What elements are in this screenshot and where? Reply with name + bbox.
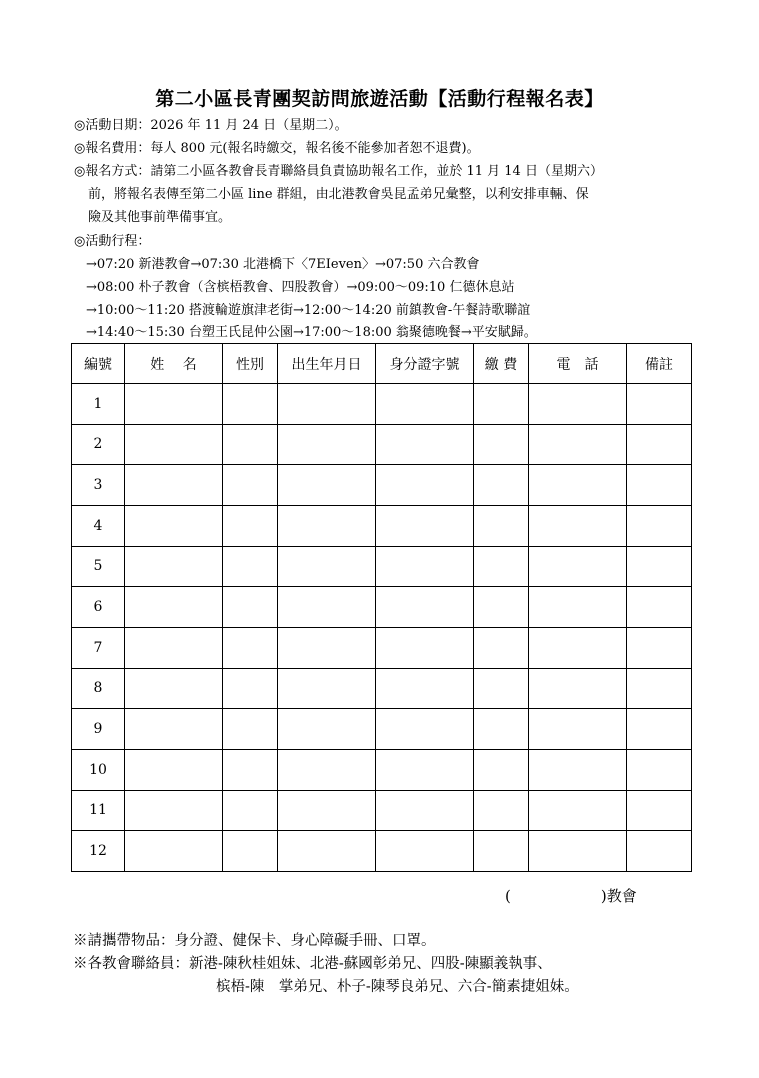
row-number: 5 [72,546,125,587]
payment-cell[interactable] [474,424,529,465]
gender-cell[interactable] [223,668,278,709]
birthdate-cell[interactable] [278,384,376,425]
id-number-cell[interactable] [376,831,474,872]
activity-date: ◎活動日期：2026 年 11 月 24 日（星期二）。 [74,118,348,133]
payment-cell[interactable] [474,546,529,587]
gender-cell[interactable] [223,709,278,750]
schedule-line: →08:00 朴子教會（含槟梧教會、四股教會）→09:00～09:10 仁德休息站 [86,280,515,295]
birthdate-cell[interactable] [278,587,376,628]
name-cell[interactable] [125,384,223,425]
row-number: 7 [72,627,125,668]
name-cell[interactable] [125,546,223,587]
row-number: 9 [72,709,125,750]
birthdate-cell[interactable] [278,749,376,790]
row-number: 6 [72,587,125,628]
id-number-cell[interactable] [376,424,474,465]
name-cell[interactable] [125,465,223,506]
payment-cell[interactable] [474,749,529,790]
table-row [72,465,692,506]
table-row [72,587,692,628]
remarks-cell[interactable] [627,668,692,709]
birthdate-cell[interactable] [278,424,376,465]
remarks-cell[interactable] [627,831,692,872]
registration-method-cont: 險及其他事前準備事宜。 [88,210,232,225]
birthdate-cell[interactable] [278,546,376,587]
table-row [72,749,692,790]
page-title: 第二小區長青團契訪問旅遊活動【活動行程報名表】 [155,88,604,110]
id-number-cell[interactable] [376,749,474,790]
phone-cell[interactable] [529,831,627,872]
row-number: 3 [72,465,125,506]
phone-cell[interactable] [529,546,627,587]
table-row [72,424,692,465]
name-cell[interactable] [125,749,223,790]
id-number-cell[interactable] [376,627,474,668]
table-header-row [72,344,692,384]
gender-cell[interactable] [223,790,278,831]
birthdate-cell[interactable] [278,831,376,872]
table-row [72,505,692,546]
name-cell[interactable] [125,790,223,831]
name-cell[interactable] [125,668,223,709]
phone-cell[interactable] [529,587,627,628]
remarks-cell[interactable] [627,749,692,790]
header-payment: 繳 費 [474,344,529,384]
payment-cell[interactable] [474,505,529,546]
name-cell[interactable] [125,709,223,750]
gender-cell[interactable] [223,384,278,425]
phone-cell[interactable] [529,749,627,790]
payment-cell[interactable] [474,709,529,750]
id-number-cell[interactable] [376,384,474,425]
remarks-cell[interactable] [627,505,692,546]
phone-cell[interactable] [529,465,627,506]
phone-cell[interactable] [529,790,627,831]
contacts-note: ※各教會聯絡員：新港-陳秋桂姐妹、北港-蘇國彰弟兄、四股-陳顯義執事、 [73,956,552,972]
schedule-label: ◎活動行程： [74,234,151,249]
table-row [72,668,692,709]
table-row [72,790,692,831]
gender-cell[interactable] [223,587,278,628]
name-cell[interactable] [125,831,223,872]
header-id-number: 身分證字號 [376,344,474,384]
id-number-cell[interactable] [376,709,474,750]
gender-cell[interactable] [223,465,278,506]
remarks-cell[interactable] [627,709,692,750]
header-number: 編號 [72,344,125,384]
payment-cell[interactable] [474,831,529,872]
phone-cell[interactable] [529,709,627,750]
id-number-cell[interactable] [376,505,474,546]
remarks-cell[interactable] [627,424,692,465]
row-number: 8 [72,668,125,709]
contacts-note-cont: 槟梧-陳 掌弟兄、朴子-陳琴良弟兄、六合-簡素捷姐妹。 [216,979,579,995]
payment-cell[interactable] [474,587,529,628]
row-number: 1 [72,384,125,425]
phone-cell[interactable] [529,627,627,668]
gender-cell[interactable] [223,831,278,872]
birthdate-cell[interactable] [278,505,376,546]
id-number-cell[interactable] [376,790,474,831]
phone-cell[interactable] [529,424,627,465]
name-cell[interactable] [125,627,223,668]
row-number: 4 [72,505,125,546]
id-number-cell[interactable] [376,465,474,506]
id-number-cell[interactable] [376,546,474,587]
birthdate-cell[interactable] [278,465,376,506]
gender-cell[interactable] [223,627,278,668]
gender-cell[interactable] [223,424,278,465]
header-birthdate: 出生年月日 [278,344,376,384]
header-name: 姓 名 [125,344,223,384]
registration-fee: ◎報名費用：每人 800 元(報名時繳交，報名後不能參加者恕不退費)。 [74,141,480,156]
phone-cell[interactable] [529,505,627,546]
remarks-cell[interactable] [627,790,692,831]
birthdate-cell[interactable] [278,627,376,668]
row-number: 12 [72,831,125,872]
phone-cell[interactable] [529,668,627,709]
schedule-line: →10:00～11:20 搭渡輪遊旗津老街→12:00～14:20 前鎮教會-午餐詩歌聯誼 [86,303,531,318]
id-number-cell[interactable] [376,587,474,628]
payment-cell[interactable] [474,627,529,668]
row-number: 2 [72,424,125,465]
payment-cell[interactable] [474,384,529,425]
payment-cell[interactable] [474,465,529,506]
name-cell[interactable] [125,424,223,465]
schedule-line: →14:40～15:30 台塑王氏昆仲公園→17:00～18:00 翁聚德晚餐→平安賦歸。 [86,325,537,340]
table-row [72,831,692,872]
table-row [72,709,692,750]
schedule-line: →07:20 新港教會→07:30 北港橋下〈7EIeven〉→07:50 六合教會 [86,257,480,272]
header-remarks: 備註 [627,344,692,384]
items-note: ※請攜帶物品：身分證、健保卡、身心障礙手冊、口罩。 [73,933,436,949]
remarks-cell[interactable] [627,465,692,506]
payment-cell[interactable] [474,668,529,709]
gender-cell[interactable] [223,749,278,790]
row-number: 11 [72,790,125,831]
id-number-cell[interactable] [376,668,474,709]
birthdate-cell[interactable] [278,709,376,750]
name-cell[interactable] [125,587,223,628]
payment-cell[interactable] [474,790,529,831]
table-row [72,546,692,587]
header-phone: 電 話 [529,344,627,384]
registration-method-cont: 前，將報名表傳至第二小區 line 群組，由北港教會吳昆孟弟兄彙整，以利安排車輛、保 [88,187,589,202]
registration-table [71,343,692,872]
birthdate-cell[interactable] [278,790,376,831]
table-row [72,627,692,668]
remarks-cell[interactable] [627,546,692,587]
remarks-cell[interactable] [627,627,692,668]
name-cell[interactable] [125,505,223,546]
table-row [72,384,692,425]
gender-cell[interactable] [223,546,278,587]
remarks-cell[interactable] [627,384,692,425]
remarks-cell[interactable] [627,587,692,628]
header-gender: 性別 [223,344,278,384]
phone-cell[interactable] [529,384,627,425]
row-number: 10 [72,749,125,790]
gender-cell[interactable] [223,505,278,546]
church-field: ( )教會 [505,887,637,905]
registration-method: ◎報名方式：請第二小區各教會長青聯絡員負責協助報名工作，並於 11 月 14 日（星期六） [74,164,603,179]
birthdate-cell[interactable] [278,668,376,709]
